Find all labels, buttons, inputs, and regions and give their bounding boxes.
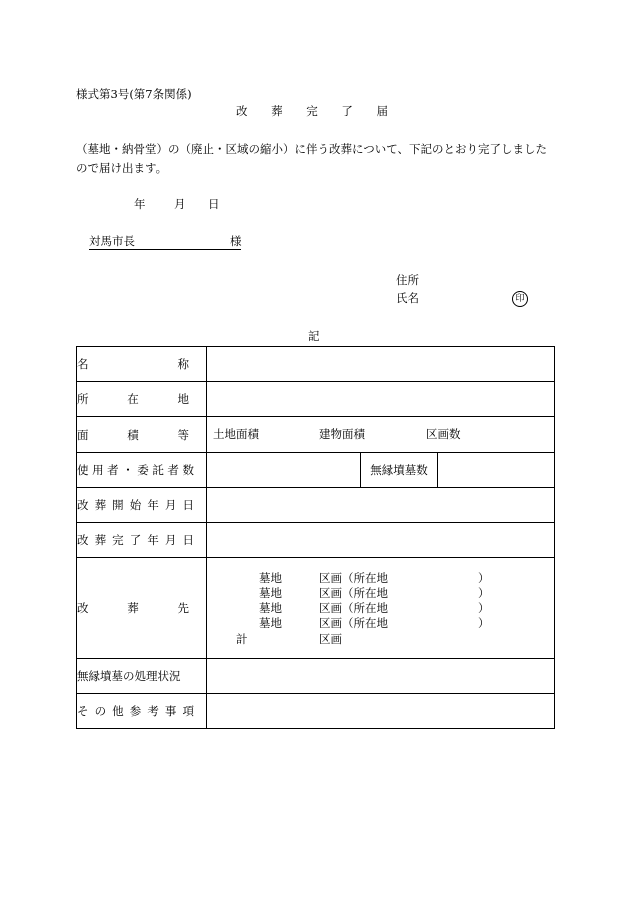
row-other xyxy=(77,694,555,729)
field-start-date[interactable] xyxy=(207,488,555,523)
label-char: 月 xyxy=(164,498,177,512)
field-name[interactable] xyxy=(207,347,555,382)
label-char: 者 xyxy=(167,463,179,477)
label-char: 葬 xyxy=(94,533,107,547)
addressee-underline xyxy=(89,249,241,250)
dest-close-2: ） xyxy=(478,586,490,600)
date-month: 月 xyxy=(174,197,186,211)
label-char: 改 xyxy=(77,601,89,615)
label-char: 委 xyxy=(137,463,149,477)
ki-heading: 記 xyxy=(308,329,320,343)
dest-total-plots: 区画 xyxy=(319,632,342,646)
row-name xyxy=(77,347,555,382)
intro-text-line2: ので届け出ます。 xyxy=(76,161,168,175)
field-location[interactable] xyxy=(207,382,555,417)
title-char: 完 xyxy=(306,104,318,118)
label-char: 年 xyxy=(147,498,159,512)
label-other xyxy=(77,694,207,729)
label-area xyxy=(77,417,207,453)
row-location xyxy=(77,382,555,417)
label-char: 在 xyxy=(127,392,139,406)
label-char: 事 xyxy=(164,704,177,718)
label-char: 先 xyxy=(177,601,189,615)
field-unclaimed-status[interactable] xyxy=(207,659,555,694)
form-table xyxy=(76,346,555,729)
label-char: 葬 xyxy=(127,601,139,615)
form-number: 様式第3号(第7条関係) xyxy=(76,87,192,101)
seal-mark: 印 xyxy=(512,291,528,307)
label-char: 日 xyxy=(182,498,194,512)
field-end-date[interactable] xyxy=(207,523,555,558)
label-char: 所 xyxy=(77,392,89,406)
label-char: 日 xyxy=(182,533,194,547)
field-unclaimed-graves[interactable] xyxy=(438,453,555,488)
label-char: 等 xyxy=(177,427,189,442)
title-char: 改 xyxy=(236,104,248,118)
dest-close-4: ） xyxy=(478,616,490,630)
label-char: 完 xyxy=(112,533,124,547)
row-start-date xyxy=(77,488,555,523)
label-end-date xyxy=(77,523,207,558)
date-year: 年 xyxy=(134,197,146,211)
dest-cemetery-1: 墓地 xyxy=(259,571,282,585)
label-char: 託 xyxy=(152,463,164,477)
label-char: 用 xyxy=(92,463,104,477)
label-char: 考 xyxy=(147,704,159,718)
dest-cemetery-4: 墓地 xyxy=(259,616,282,630)
field-area[interactable] xyxy=(207,417,555,453)
unclaimed-status-text: 無縁墳墓の処理状況 xyxy=(77,669,181,683)
label-location xyxy=(77,382,207,417)
label-char: 数 xyxy=(182,463,194,477)
addressee-name: 対馬市長 xyxy=(89,234,135,248)
label-start-date xyxy=(77,488,207,523)
row-unclaimed-status xyxy=(77,659,555,694)
dest-close-3: ） xyxy=(478,601,490,615)
label-char: 了 xyxy=(129,533,142,547)
dest-cemetery-2: 墓地 xyxy=(259,586,282,600)
land-area-label: 土地面積 xyxy=(213,427,259,441)
dest-plot-3: 区画（所在地 xyxy=(319,601,388,615)
title-char: 届 xyxy=(376,104,388,118)
label-destination xyxy=(77,558,207,659)
field-other[interactable] xyxy=(207,694,555,729)
label-char: 開 xyxy=(112,498,124,512)
address-label: 住所 xyxy=(396,273,419,287)
dest-plot-2: 区画（所在地 xyxy=(319,586,388,600)
dest-cemetery-3: 墓地 xyxy=(259,601,282,615)
title-char: 了 xyxy=(341,104,353,118)
row-area xyxy=(77,417,555,453)
row-users xyxy=(77,453,555,488)
label-char: 改 xyxy=(77,533,89,547)
date-day: 日 xyxy=(208,197,220,211)
label-users xyxy=(77,453,207,488)
label-char: 始 xyxy=(129,498,142,512)
label-char: ・ xyxy=(122,463,134,477)
document-title xyxy=(236,106,388,118)
title-char: 葬 xyxy=(271,104,283,118)
label-unclaimed-status xyxy=(77,659,207,694)
label-char: 名 xyxy=(77,357,89,371)
addressee-honorific: 様 xyxy=(230,234,242,248)
label-char: 月 xyxy=(164,533,177,547)
label-char: 葬 xyxy=(94,498,107,512)
label-char: 改 xyxy=(77,498,89,512)
label-char: そ xyxy=(77,704,89,718)
label-char: の xyxy=(94,704,107,718)
row-end-date xyxy=(77,523,555,558)
plot-count-label: 区画数 xyxy=(426,427,461,441)
label-char: 他 xyxy=(112,704,124,718)
row-destination xyxy=(77,558,555,659)
dest-total-label: 計 xyxy=(236,632,248,646)
field-users[interactable] xyxy=(207,453,361,488)
dest-plot-4: 区画（所在地 xyxy=(319,616,388,630)
label-unclaimed-graves xyxy=(361,453,438,488)
label-char: 面 xyxy=(77,427,89,442)
unclaimed-graves-text: 無縁墳墓数 xyxy=(370,463,428,477)
label-char: 積 xyxy=(127,427,139,442)
label-char: 項 xyxy=(182,704,194,718)
dest-close-1: ） xyxy=(478,571,490,585)
intro-text-line1: （墓地・納骨堂）の（廃止・区域の縮小）に伴う改葬について、下記のとおり完了しました xyxy=(76,142,548,156)
label-char: 地 xyxy=(177,392,189,406)
building-area-label: 建物面積 xyxy=(319,427,365,441)
label-name xyxy=(77,347,207,382)
label-char: 者 xyxy=(107,463,119,477)
label-char: 年 xyxy=(147,533,159,547)
label-char: 称 xyxy=(177,357,189,371)
label-char: 参 xyxy=(129,704,142,718)
dest-plot-1: 区画（所在地 xyxy=(319,571,388,585)
field-destination[interactable] xyxy=(207,558,555,659)
name-label: 氏名 xyxy=(396,291,419,305)
label-char: 使 xyxy=(77,463,89,477)
